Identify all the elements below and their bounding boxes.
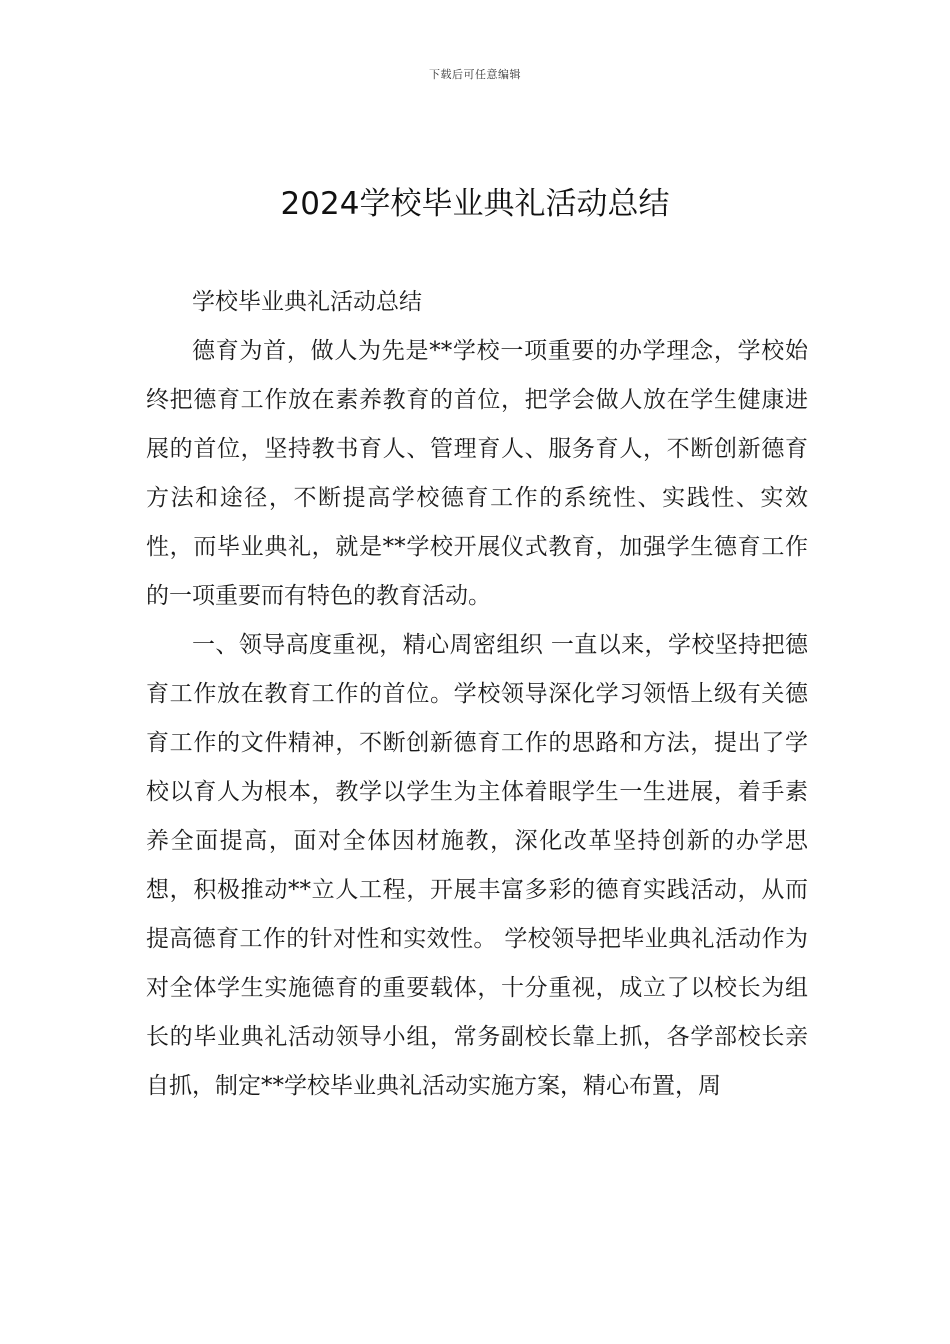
section-one-paragraph: 一、领导高度重视，精心周密组织 一直以来，学校坚持把德育工作放在教育工作的首位。学校领导深化学习领悟上级有关德育工作的文件精神，不断创新德育工作的思路和方法，提出了学校以育人为根本，教学以学生为主体着眼学生一生进展，着手素养全面提高，面对全体因材施教，深化改革坚持创新的办学思想，积极推动**立人工程，开展丰富多彩的德育实践活动，从而提高德育工作的针对性和实效性。 学校领导把毕业典礼活动作为对全体学生实施德育的重要载体，十分重视，成立了以校长为组长的毕业典礼活动领导小组，常务副校长靠上抓，各学部校长亲自抓，制定**学校毕业典礼活动实施方案，精心布置，周 — [146, 632, 808, 1099]
document-body — [146, 278, 808, 1111]
intro-paragraph: 德育为首，做人为先是**学校一项重要的办学理念，学校始终把德育工作放在素养教育的首位，把学会做人放在学生健康进展的首位，坚持教书育人、管理育人、服务育人，不断创新德育方法和途径，不断提高学校德育工作的系统性、实践性、实效性，而毕业典礼，就是**学校开展仪式教育，加强学生德育工作的一项重要而有特色的教育活动。 — [146, 338, 808, 609]
subtitle-paragraph: 学校毕业典礼活动总结 — [192, 289, 422, 315]
document-title: 2024学校毕业典礼活动总结 — [280, 186, 670, 222]
header-note: 下载后可任意编辑 — [429, 68, 521, 81]
